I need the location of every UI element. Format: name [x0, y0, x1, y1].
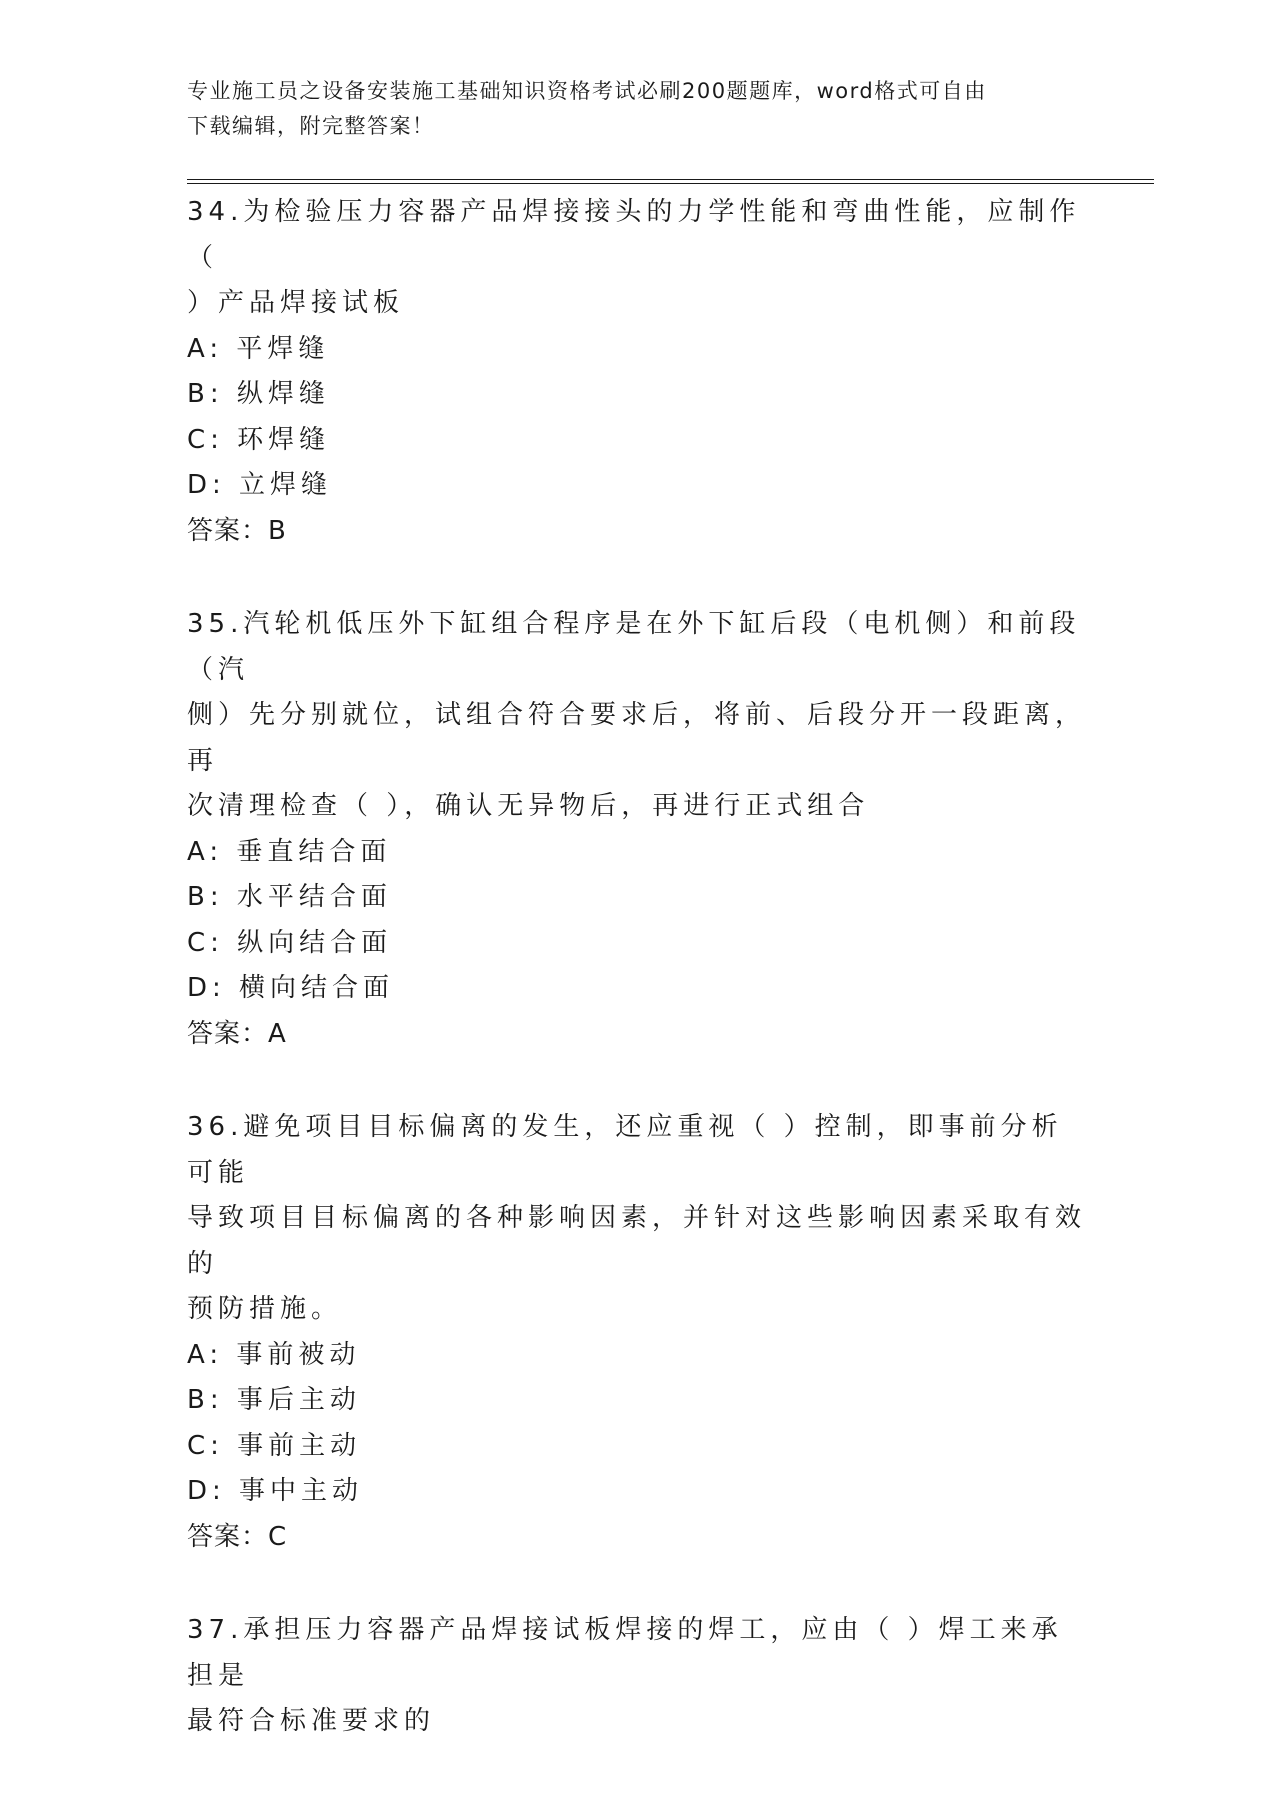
answer: 答案：B [187, 515, 287, 546]
option-b: B: 纵焊缝 [187, 379, 330, 409]
question-text: 35.汽轮机低压外下缸组合程序是在外下缸后段（电机侧）和前段（汽 侧）先分别就位，试组合符合要求后，将前、后段分开一段距离，再 次清理检查（ ），确认无异物后，再进行正式组合 [187, 609, 1087, 821]
document-header: 专业施工员之设备安装施工基础知识资格考试必刷200题题库，word格式可自由 下载编辑，附完整答案！ [187, 79, 987, 138]
option-c: C: 事前主动 [187, 1430, 362, 1461]
option-b: B: 水平结合面 [187, 882, 392, 912]
question-text: 34.为检验压力容器产品焊接接头的力学性能和弯曲性能，应制作（ ）产品焊接试板 [187, 197, 1081, 318]
option-b: B: 事后主动 [187, 1385, 361, 1415]
header-divider-top [187, 179, 1154, 180]
option-d: D: 立焊缝 [187, 470, 333, 500]
option-list [187, 327, 1087, 509]
option-c: C: 环焊缝 [187, 424, 331, 455]
option-c: C: 纵向结合面 [187, 927, 393, 958]
question-37 [187, 1608, 1087, 1745]
header-divider-bottom [187, 183, 1154, 184]
option-list [187, 1333, 1087, 1515]
option-a: A: 平焊缝 [187, 333, 330, 364]
option-a: A: 垂直结合面 [187, 836, 392, 867]
answer: 答案：C [187, 1521, 288, 1552]
answer: 答案：A [187, 1018, 287, 1049]
option-d: D: 事中主动 [187, 1476, 364, 1506]
question-34 [187, 190, 1087, 554]
option-d: D: 横向结合面 [187, 973, 395, 1003]
option-list [187, 830, 1087, 1012]
question-text: 37.承担压力容器产品焊接试板焊接的焊工，应由（ ）焊工来承担是 最符合标准要求的 [187, 1615, 1063, 1736]
question-35 [187, 602, 1087, 1057]
question-36 [187, 1105, 1087, 1560]
option-a: A: 事前被动 [187, 1339, 361, 1370]
question-text: 36.避免项目目标偏离的发生，还应重视（ ）控制，即事前分析可能 导致项目目标偏离的各种影响因素，并针对这些影响因素采取有效的 预防措施。 [187, 1112, 1087, 1324]
question-list [187, 190, 1087, 1793]
